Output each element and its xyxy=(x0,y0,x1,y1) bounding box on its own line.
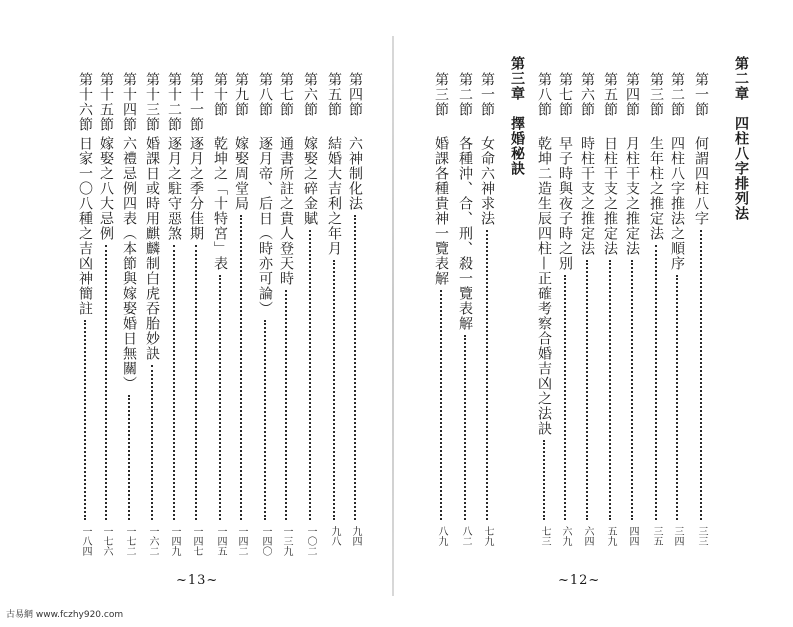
toc-entry xyxy=(325,56,343,576)
toc-entry xyxy=(211,56,229,576)
toc-leader-dots xyxy=(219,275,221,520)
toc-page-ref: 一四二 xyxy=(236,526,247,556)
toc-leader-dots xyxy=(128,395,130,520)
toc-section-number: 第七節 xyxy=(278,72,294,117)
toc-entry-title: 婚課日或時用麒麟制白虎吞胎妙訣 xyxy=(144,136,160,361)
toc-page-ref: 七三 xyxy=(539,526,550,546)
toc-leader-dots xyxy=(84,320,86,520)
toc-page-ref: 五九 xyxy=(605,526,616,546)
toc-entry-title: 時柱干支之推定法 xyxy=(579,136,595,256)
toc-page-ref: 六四 xyxy=(582,526,593,546)
toc-entry-title: 逐月之駐守惡煞 xyxy=(166,136,182,241)
toc-entry xyxy=(668,56,686,576)
toc-page-ref: 一七六 xyxy=(101,526,112,556)
toc-leader-dots xyxy=(173,245,175,520)
toc-leader-dots xyxy=(564,275,566,520)
toc-leader-dots xyxy=(240,215,242,520)
toc-page-ref: 一四七 xyxy=(191,526,202,556)
toc-entry-title: 日家一〇八種之吉凶神簡註 xyxy=(77,136,93,316)
toc-leader-dots xyxy=(440,290,442,520)
toc-leader-dots xyxy=(586,260,588,520)
toc-entry xyxy=(97,56,115,576)
toc-section-number: 第二節 xyxy=(669,72,685,117)
toc-page-ref: 一六二 xyxy=(147,526,158,556)
chapter-label: 第三章 xyxy=(509,56,525,101)
toc-entry xyxy=(478,56,496,576)
toc-page-ref: 一八四 xyxy=(80,526,91,556)
toc-page-ref: 四四 xyxy=(627,526,638,546)
toc-entry xyxy=(256,56,274,576)
toc-leader-dots xyxy=(264,320,266,520)
toc-page-ref: 一四五 xyxy=(215,526,226,556)
toc-entry-title: 結婚大吉利之年月 xyxy=(326,136,342,256)
toc-entry xyxy=(647,56,665,576)
toc-leader-dots xyxy=(151,365,153,520)
chapter-title: 擇婚秘訣 xyxy=(509,116,525,176)
page-gutter xyxy=(392,36,394,596)
toc-section-number: 第二節 xyxy=(457,72,473,117)
toc-section-number: 第五節 xyxy=(326,72,342,117)
toc-leader-dots xyxy=(333,260,335,520)
toc-leader-dots xyxy=(486,230,488,520)
toc-section-number: 第四節 xyxy=(624,72,640,117)
toc-page-ref: 一四〇 xyxy=(260,526,271,556)
toc-section-number: 第三節 xyxy=(648,72,664,117)
toc-section-number: 第十二節 xyxy=(166,72,182,132)
toc-section-number: 第十五節 xyxy=(98,72,114,132)
toc-leader-dots xyxy=(543,440,545,520)
chapter-title: 四柱八字排列法 xyxy=(733,116,749,221)
toc-entry-title: 早子時與夜子時之別 xyxy=(557,136,573,271)
toc-entry-title: 逐月帝、后日（時亦可論） xyxy=(257,136,273,316)
toc-entry xyxy=(623,56,641,576)
toc-entry-title: 婚課各種貴神一覽表解 xyxy=(433,136,449,286)
toc-entry xyxy=(143,56,161,576)
toc-leader-dots xyxy=(609,260,611,520)
toc-section-number: 第五節 xyxy=(602,72,618,117)
toc-section-number: 第九節 xyxy=(233,72,249,117)
toc-entry xyxy=(76,56,94,576)
toc-page-ref: 九八 xyxy=(329,526,340,546)
toc-leader-dots xyxy=(354,215,356,520)
toc-section-number: 第三節 xyxy=(433,72,449,117)
toc-leader-dots xyxy=(655,245,657,520)
toc-page-ref: 三三 xyxy=(696,526,707,546)
toc-entry xyxy=(601,56,619,576)
toc-entry xyxy=(578,56,596,576)
toc-entry-title: 通書所註之貴人登天時 xyxy=(278,136,294,286)
toc-section-number: 第六節 xyxy=(302,72,318,117)
left-page-number: ~13~ xyxy=(176,573,219,588)
chapter-heading xyxy=(732,56,750,576)
toc-page-ref: 三五 xyxy=(651,526,662,546)
toc-entry-title: 女命六神求法 xyxy=(479,136,495,226)
toc-entry-title: 何謂四柱八字 xyxy=(693,136,709,226)
toc-entry xyxy=(301,56,319,576)
toc-page-ref: 八二 xyxy=(460,526,471,546)
toc-leader-dots xyxy=(309,230,311,520)
toc-entry-title: 日柱干支之推定法 xyxy=(602,136,618,256)
toc-entry-title: 四柱八字推法之順序 xyxy=(669,136,685,271)
toc-section-number: 第一節 xyxy=(479,72,495,117)
toc-entry-title: 生年柱之推定法 xyxy=(648,136,664,241)
toc-section-number: 第十四節 xyxy=(121,72,137,132)
toc-page-ref: 九四 xyxy=(350,526,361,546)
toc-section-number: 第八節 xyxy=(536,72,552,117)
toc-leader-dots xyxy=(631,260,633,520)
toc-page-ref: 八九 xyxy=(436,526,447,546)
toc-entry-title: 逐月之季分佳期 xyxy=(188,136,204,241)
toc-entry-title: 乾坤二造生辰四柱—正確考察合婚吉凶之法訣 xyxy=(536,136,552,436)
toc-entry xyxy=(346,56,364,576)
toc-section-number: 第四節 xyxy=(347,72,363,117)
toc-entry-title: 嫁娶之碎金賦 xyxy=(302,136,318,226)
toc-entry-title: 六神制化法 xyxy=(347,136,363,211)
toc-entry-title: 乾坤之「十特宮」表 xyxy=(212,136,228,271)
toc-entry-title: 嫁娶之八大忌例 xyxy=(98,136,114,241)
toc-leader-dots xyxy=(700,230,702,520)
toc-page-ref: 六九 xyxy=(560,526,571,546)
footer-site: 古易網 www.fczhy920.com xyxy=(6,610,124,620)
toc-section-number: 第十一節 xyxy=(188,72,204,132)
toc-entry-title: 六禮忌例四表（本節與嫁娶婚日無關） xyxy=(121,136,137,391)
toc-section-number: 第一節 xyxy=(693,72,709,117)
toc-section-number: 第十節 xyxy=(212,72,228,117)
toc-entry xyxy=(456,56,474,576)
toc-page-ref: 一七二 xyxy=(124,526,135,556)
toc-entry xyxy=(692,56,710,576)
toc-section-number: 第八節 xyxy=(257,72,273,117)
toc-leader-dots xyxy=(464,335,466,520)
toc-entry-title: 月柱干支之推定法 xyxy=(624,136,640,256)
toc-entry xyxy=(120,56,138,576)
toc-entry xyxy=(556,56,574,576)
toc-page-ref: 三四 xyxy=(672,526,683,546)
toc-entry xyxy=(535,56,553,576)
toc-section-number: 第七節 xyxy=(557,72,573,117)
toc-section-number: 第十六節 xyxy=(77,72,93,132)
chapter-heading xyxy=(508,56,526,576)
toc-page-ref: 一四九 xyxy=(169,526,180,556)
toc-leader-dots xyxy=(676,275,678,520)
toc-entry-title: 各種沖、合、刑、殺一覽表解 xyxy=(457,136,473,331)
toc-section-number: 第十三節 xyxy=(144,72,160,132)
toc-page-ref: 七九 xyxy=(482,526,493,546)
toc-entry xyxy=(432,56,450,576)
toc-leader-dots xyxy=(285,290,287,520)
toc-page-ref: 一〇二 xyxy=(305,526,316,556)
toc-leader-dots xyxy=(195,245,197,520)
toc-leader-dots xyxy=(105,245,107,520)
toc-entry xyxy=(187,56,205,576)
right-page-number: ~12~ xyxy=(558,573,601,588)
toc-page-ref: 一三九 xyxy=(281,526,292,556)
toc-section-number: 第六節 xyxy=(579,72,595,117)
chapter-label: 第二章 xyxy=(733,56,749,101)
toc-entry-title: 嫁娶周堂局 xyxy=(233,136,249,211)
toc-entry xyxy=(165,56,183,576)
toc-entry xyxy=(232,56,250,576)
toc-entry xyxy=(277,56,295,576)
